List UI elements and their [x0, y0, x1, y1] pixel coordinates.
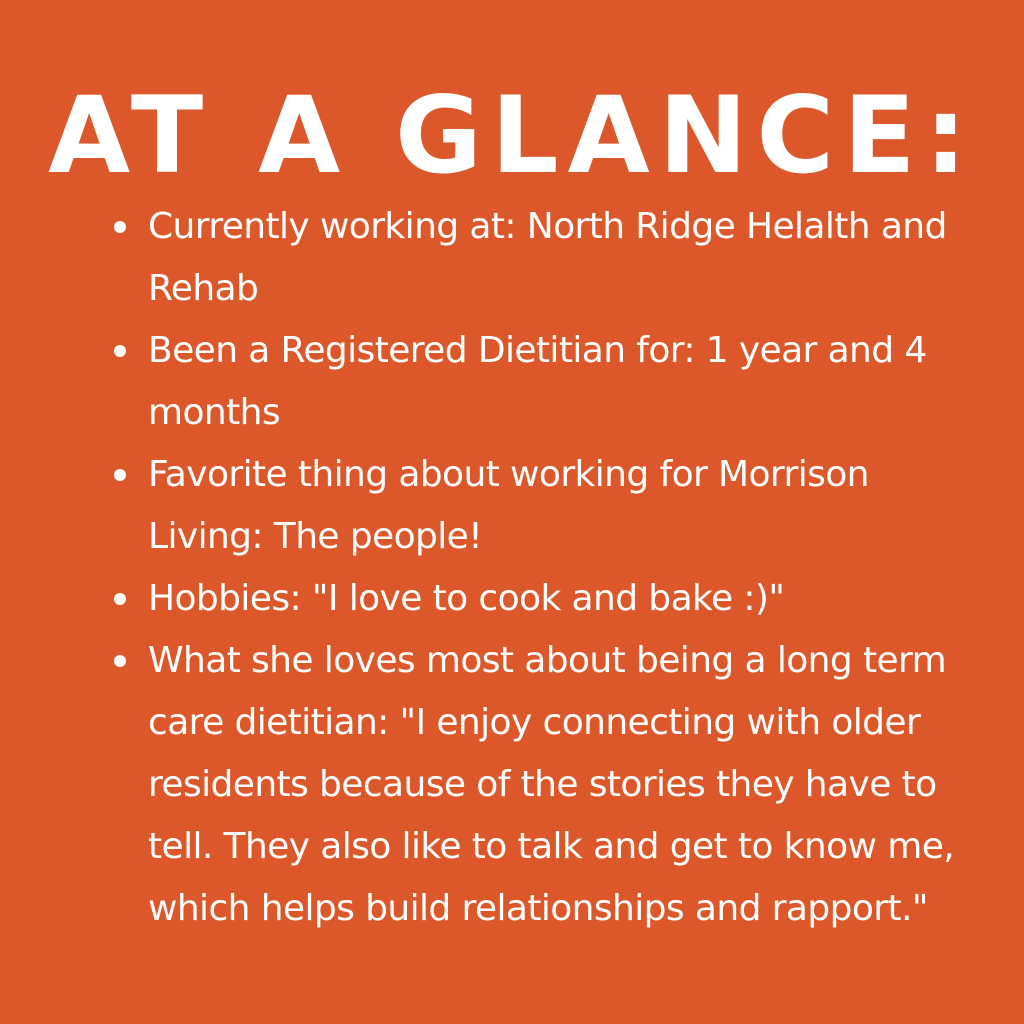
fact-item-hobbies [110, 568, 956, 630]
bullet-dot-icon [114, 345, 126, 357]
fact-text: What she loves most about being a long term care dietitian: "I enjoy connecting with older residents because of the stories they have to tell. They also like to talk and get to know me, which helps build relationships and rapport." [148, 640, 955, 929]
page-title: AT A GLANCE: [48, 74, 976, 197]
fact-item-rd-tenure [110, 320, 956, 444]
bullet-dot-icon [114, 469, 126, 481]
fact-item-current-workplace [110, 196, 956, 320]
fact-text: Favorite thing about working for Morrison Living: The people! [148, 454, 869, 557]
fact-text: Currently working at: North Ridge Helalth and Rehab [148, 206, 947, 309]
bullet-dot-icon [114, 593, 126, 605]
fact-item-loves-most [110, 630, 956, 940]
facts-list [110, 196, 956, 940]
fact-text: Been a Registered Dietitian for: 1 year and 4 months [148, 330, 927, 433]
fact-item-favorite-thing [110, 444, 956, 568]
bullet-dot-icon [114, 655, 126, 667]
bullet-dot-icon [114, 221, 126, 233]
fact-text: Hobbies: "I love to cook and bake :)" [148, 578, 785, 619]
